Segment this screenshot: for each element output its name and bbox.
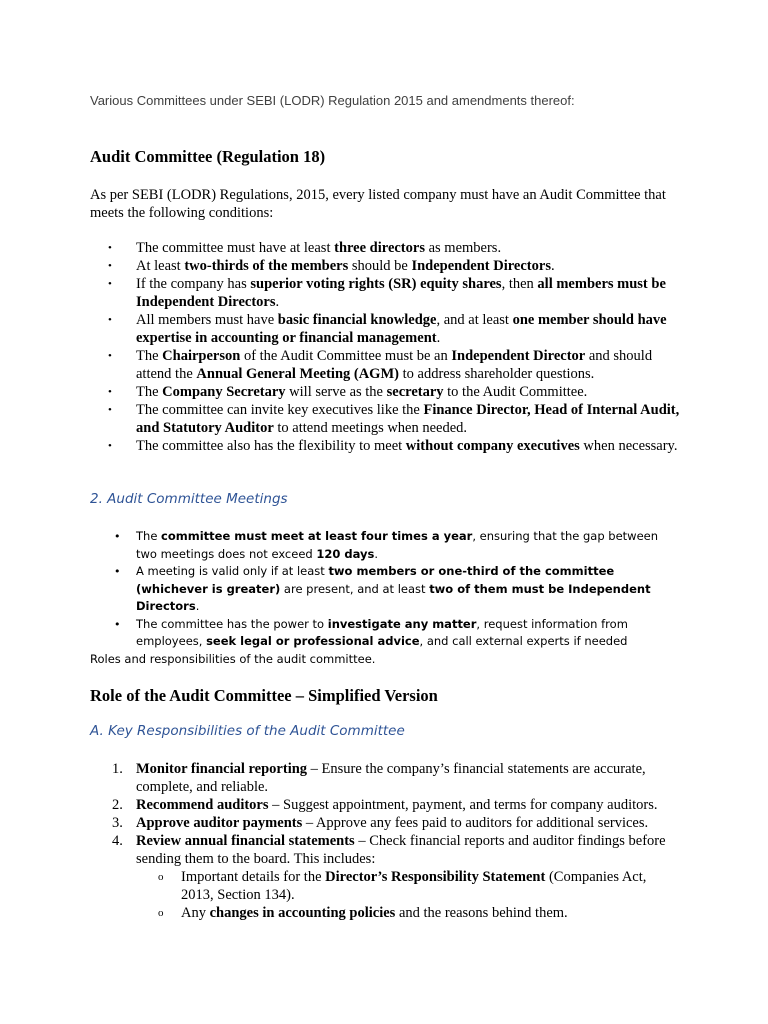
section1-paragraph: As per SEBI (LODR) Regulations, 2015, every listed company must have an Audit Committee that meets the following conditions: (90, 187, 666, 221)
bullet-icon: • (108, 386, 112, 398)
list-item: • If the company has superior voting rights (SR) equity shares, then all members must be Independent Directors. (108, 276, 666, 310)
audit-committee-conditions-list (90, 239, 680, 455)
list-item: • The committee must meet at least four times a year, ensuring that the gap between two meetings does not exceed 120 days. (114, 529, 659, 561)
sub-list-item: o Any changes in accounting policies and the reasons behind them. (158, 905, 568, 921)
bullet-icon: • (114, 565, 121, 578)
section-title-role: Role of the Audit Committee – Simplified Version (90, 686, 438, 705)
bullet-icon: • (108, 314, 112, 326)
list-item: 1. Monitor financial reporting – Ensure the company’s financial statements are accurate, complete, and reliable. (112, 761, 646, 795)
bullet-icon: • (108, 242, 112, 254)
roles-line: Roles and responsibilities of the audit committee. (90, 652, 376, 666)
bullet-icon: • (114, 530, 121, 543)
responsibilities-list (90, 760, 680, 922)
list-item: • The committee must have at least three directors as members. (108, 240, 502, 256)
list-item: • The Company Secretary will serve as the secretary to the Audit Committee. (108, 384, 588, 400)
bullet-icon: • (114, 617, 121, 631)
intro-line: Various Committees under SEBI (LODR) Regulation 2015 and amendments thereof: (90, 93, 575, 108)
list-item: • The Chairperson of the Audit Committee must be an Independent Director and should attend the Annual General Meeting (AGM) to address shareholder questions. (108, 348, 653, 382)
list-item: • All members must have basic financial knowledge, and at least one member should have expertise in accounting or financial management. (108, 312, 667, 346)
list-item: • At least two-thirds of the members should be Independent Directors. (108, 258, 555, 274)
sub-list (136, 868, 680, 922)
bullet-icon: • (108, 278, 112, 290)
sub-bullet-icon: o (158, 907, 164, 919)
bullet-icon: • (108, 350, 112, 362)
list-item: 3. Approve auditor payments – Approve any fees paid to auditors for additional services. (112, 815, 649, 831)
bullet-icon: • (108, 404, 112, 416)
bullet-icon: • (108, 260, 112, 272)
list-item: • The committee also has the flexibility to meet without company executives when necessary. (108, 438, 678, 454)
sub-bullet-icon: o (158, 871, 164, 883)
bullet-icon: • (108, 440, 112, 452)
meetings-list (90, 528, 680, 651)
list-item: • A meeting is valid only if at least two members or one-third of the committee (whichever is greater) are present, and at least two of them must be Independent Directors. (114, 564, 651, 613)
section-subtitle-responsibilities: A. Key Responsibilities of the Audit Committee (90, 723, 405, 739)
list-item: • The committee has the power to investigate any matter, request information from employees, seek legal or professional advice, and call external experts if needed (114, 616, 628, 648)
sub-list-item: o Important details for the Director’s Responsibility Statement (Companies Act, 2013, Section 134). (158, 869, 647, 903)
list-item: • The committee can invite key executives like the Finance Director, Head of Internal Audit, and Statutory Auditor to attend meetings when needed. (108, 402, 680, 436)
section-title-meetings: 2. Audit Committee Meetings (90, 491, 288, 507)
list-item: 2. Recommend auditors – Suggest appointment, payment, and terms for company auditors. (112, 797, 658, 813)
section-title-audit-committee: Audit Committee (Regulation 18) (90, 147, 326, 166)
list-item: 4. Review annual financial statements – Check financial reports and auditor findings before sending them to the board. This includes: o Important details for the Director’s Responsibility Statement (Companies Act, 2013, Section 134). o Any changes in accounting policies and the reasons behind them. (90, 832, 680, 922)
